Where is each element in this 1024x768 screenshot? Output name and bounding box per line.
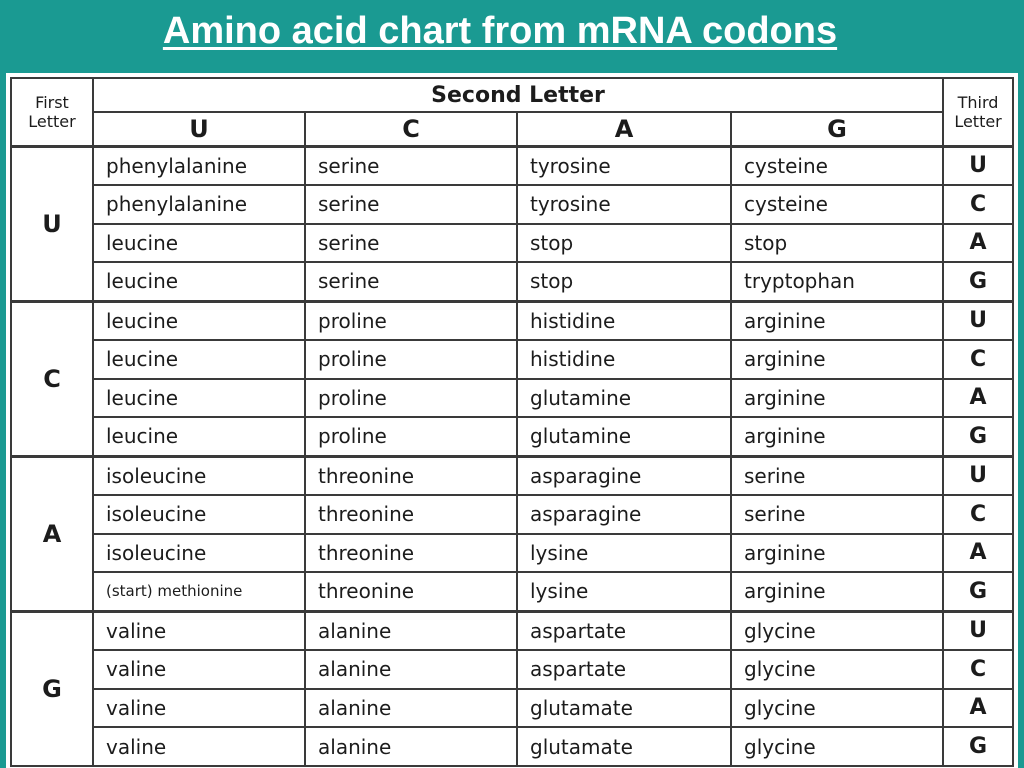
second-letter-header: Second Letter [93, 78, 943, 112]
amino-acid-cell: tryptophan [731, 262, 943, 301]
third-base-label: A [943, 534, 1013, 573]
amino-acid-cell: glutamate [517, 727, 731, 766]
codon-row [11, 689, 1013, 728]
amino-acid-cell: arginine [731, 534, 943, 573]
amino-acid-cell: glycine [731, 650, 943, 689]
codon-row [11, 146, 1013, 185]
amino-acid-cell: leucine [93, 301, 305, 340]
amino-acid-cell: tyrosine [517, 146, 731, 185]
third-base-label: A [943, 689, 1013, 728]
codon-row [11, 534, 1013, 573]
amino-acid-cell: proline [305, 340, 517, 379]
amino-acid-cell: glutamate [517, 689, 731, 728]
amino-acid-cell: valine [93, 727, 305, 766]
amino-acid-cell: valine [93, 689, 305, 728]
amino-acid-cell: cysteine [731, 185, 943, 224]
amino-acid-cell: serine [305, 146, 517, 185]
amino-acid-cell: arginine [731, 379, 943, 418]
third-base-label: G [943, 417, 1013, 456]
codon-row [11, 224, 1013, 263]
codon-row [11, 495, 1013, 534]
amino-acid-cell: valine [93, 611, 305, 650]
amino-acid-cell: tyrosine [517, 185, 731, 224]
first-base-label: G [11, 611, 93, 766]
amino-acid-cell: serine [305, 224, 517, 263]
second-base-header: C [305, 112, 517, 146]
second-base-header: A [517, 112, 731, 146]
amino-acid-cell: leucine [93, 417, 305, 456]
amino-acid-cell: cysteine [731, 146, 943, 185]
third-base-label: C [943, 495, 1013, 534]
amino-acid-cell: threonine [305, 572, 517, 611]
codon-row [11, 611, 1013, 650]
codon-row [11, 340, 1013, 379]
amino-acid-cell: arginine [731, 340, 943, 379]
codon-row [11, 650, 1013, 689]
amino-acid-cell: alanine [305, 727, 517, 766]
amino-acid-cell: asparagine [517, 456, 731, 495]
amino-acid-cell: proline [305, 379, 517, 418]
second-base-header: G [731, 112, 943, 146]
amino-acid-cell: histidine [517, 301, 731, 340]
amino-acid-cell: valine [93, 650, 305, 689]
third-base-label: U [943, 456, 1013, 495]
amino-acid-cell: stop [517, 262, 731, 301]
third-letter-header: Third Letter [943, 78, 1013, 146]
amino-acid-cell: arginine [731, 417, 943, 456]
amino-acid-cell: phenylalanine [93, 146, 305, 185]
amino-acid-cell: isoleucine [93, 534, 305, 573]
amino-acid-cell: aspartate [517, 650, 731, 689]
amino-acid-cell: glycine [731, 727, 943, 766]
third-base-label: A [943, 224, 1013, 263]
third-base-label: G [943, 572, 1013, 611]
codon-row [11, 417, 1013, 456]
codon-chart [6, 73, 1018, 768]
amino-acid-cell: leucine [93, 340, 305, 379]
amino-acid-cell: lysine [517, 572, 731, 611]
amino-acid-cell: serine [305, 185, 517, 224]
amino-acid-cell: threonine [305, 534, 517, 573]
third-base-label: G [943, 727, 1013, 766]
amino-acid-cell: glutamine [517, 379, 731, 418]
first-letter-header: First Letter [11, 78, 93, 146]
amino-acid-cell: (start) methionine [93, 572, 305, 611]
codon-row [11, 379, 1013, 418]
amino-acid-cell: serine [731, 495, 943, 534]
amino-acid-cell: alanine [305, 650, 517, 689]
amino-acid-cell: lysine [517, 534, 731, 573]
amino-acid-cell: leucine [93, 262, 305, 301]
amino-acid-cell: glycine [731, 611, 943, 650]
third-base-label: G [943, 262, 1013, 301]
amino-acid-cell: phenylalanine [93, 185, 305, 224]
third-base-label: C [943, 650, 1013, 689]
first-base-label: U [11, 146, 93, 301]
amino-acid-cell: alanine [305, 689, 517, 728]
first-base-label: A [11, 456, 93, 611]
amino-acid-cell: isoleucine [93, 495, 305, 534]
codon-row [11, 572, 1013, 611]
amino-acid-cell: glutamine [517, 417, 731, 456]
amino-acid-cell: proline [305, 301, 517, 340]
amino-acid-cell: serine [305, 262, 517, 301]
amino-acid-cell: threonine [305, 456, 517, 495]
slide-title: Amino acid chart from mRNA codons [162, 10, 838, 52]
codon-row [11, 262, 1013, 301]
codon-row [11, 301, 1013, 340]
amino-acid-cell: arginine [731, 572, 943, 611]
codon-row [11, 727, 1013, 766]
third-base-label: U [943, 301, 1013, 340]
codon-table [10, 77, 1014, 767]
third-base-label: A [943, 379, 1013, 418]
amino-acid-cell: leucine [93, 379, 305, 418]
amino-acid-cell: arginine [731, 301, 943, 340]
third-base-label: U [943, 611, 1013, 650]
amino-acid-cell: asparagine [517, 495, 731, 534]
amino-acid-cell: alanine [305, 611, 517, 650]
codon-row [11, 185, 1013, 224]
amino-acid-cell: stop [731, 224, 943, 263]
third-base-label: U [943, 146, 1013, 185]
amino-acid-cell: serine [731, 456, 943, 495]
codon-row [11, 456, 1013, 495]
amino-acid-cell: stop [517, 224, 731, 263]
amino-acid-cell: histidine [517, 340, 731, 379]
amino-acid-cell: leucine [93, 224, 305, 263]
first-base-label: C [11, 301, 93, 456]
amino-acid-cell: glycine [731, 689, 943, 728]
amino-acid-cell: proline [305, 417, 517, 456]
amino-acid-cell: aspartate [517, 611, 731, 650]
second-base-header: U [93, 112, 305, 146]
third-base-label: C [943, 340, 1013, 379]
third-base-label: C [943, 185, 1013, 224]
amino-acid-cell: threonine [305, 495, 517, 534]
amino-acid-cell: isoleucine [93, 456, 305, 495]
